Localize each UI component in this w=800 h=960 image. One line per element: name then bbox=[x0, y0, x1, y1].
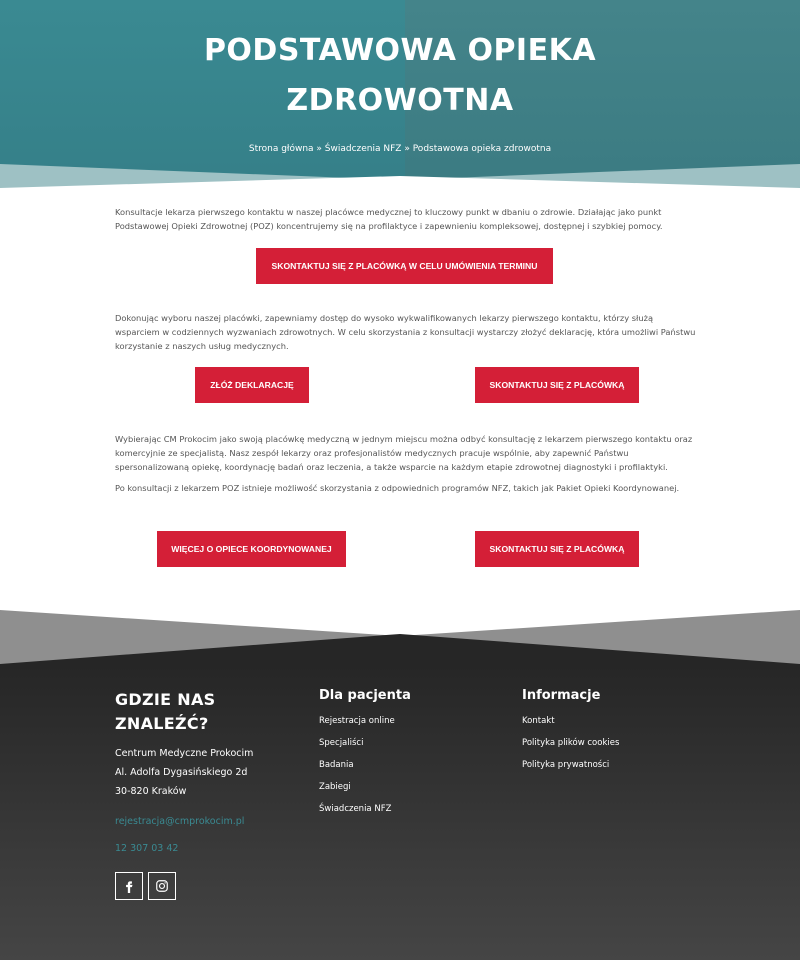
breadcrumb-separator: » bbox=[401, 144, 413, 154]
facebook-link[interactable] bbox=[115, 872, 143, 900]
nfz-paragraph: Po konsultacji z lekarzem POZ istnieje możliwość skorzystania z odpowiednich programów NFZ, takich jak Pakiet Opieki Koordynowanej. bbox=[115, 483, 680, 493]
contact-button-2[interactable]: SKONTAKTUJ SIĘ Z PLACÓWKĄ bbox=[475, 531, 639, 567]
breadcrumb-home[interactable]: Strona główna bbox=[248, 144, 314, 154]
breadcrumb-separator: » bbox=[313, 144, 325, 154]
footer-link-specialists[interactable]: Specjaliści bbox=[319, 738, 364, 748]
page-title bbox=[0, 26, 800, 126]
declaration-button[interactable]: ZŁÓŻ DEKLARACJĘ bbox=[195, 367, 309, 403]
breadcrumb-current: Podstawowa opieka zdrowotna bbox=[412, 144, 552, 154]
address-city: 30-820 Kraków bbox=[115, 786, 187, 797]
hero-banner bbox=[0, 0, 800, 192]
footer-link-tests[interactable]: Badania bbox=[319, 760, 354, 770]
footer-info-links bbox=[522, 716, 722, 770]
footer-location-heading bbox=[115, 688, 295, 736]
about-paragraph: Wybierając CM Prokocim jako swoją placówkę medyczną w jednym miejscu można odbyć konsultację z lekarzem pierwszego kontaktu oraz komercyjnie ze specjalistą. Nasz zespół lekarzy oraz profesjonalistów medycznych pracuje wspólnie, aby zapewnić Państwu spersonalizowaną opiekę, koordynację badań oraz leczenia, a także wsparcie na każdym etapie zdrowotnej diagnostyki i profilaktyki. bbox=[115, 434, 693, 472]
declaration-paragraph: Dokonując wyboru naszej placówki, zapewniamy dostęp do wysoko wykwalifikowanych lekarzy pierwszego kontaktu, którzy służą wsparciem w codziennych wyzwaniach zdrowotnych. W celu skorzystania z konsultacji wystarczy złożyć deklarację, która umożliwi Państwu korzystanie z naszych usług medycznych. bbox=[115, 313, 696, 351]
footer-link-privacy[interactable]: Polityka prywatności bbox=[522, 760, 610, 770]
footer-divider bbox=[0, 606, 800, 666]
footer-location-heading-line1: GDZIE NAS bbox=[115, 690, 216, 709]
footer-info-column bbox=[522, 688, 722, 782]
address-street: Al. Adolfa Dygasińskiego 2d bbox=[115, 767, 248, 778]
footer bbox=[0, 664, 800, 960]
address-name: Centrum Medyczne Prokocim bbox=[115, 748, 254, 759]
footer-link-registration[interactable]: Rejestracja online bbox=[319, 716, 395, 726]
footer-info-heading: Informacje bbox=[522, 688, 601, 703]
footer-link-nfz[interactable]: Świadczenia NFZ bbox=[319, 804, 392, 814]
page-title-line2: ZDROWOTNA bbox=[286, 83, 514, 118]
contact-button-1[interactable]: SKONTAKTUJ SIĘ Z PLACÓWKĄ bbox=[475, 367, 639, 403]
footer-link-cookies[interactable]: Polityka plików cookies bbox=[522, 738, 620, 748]
intro-paragraph: Konsultacje lekarza pierwszego kontaktu w naszej placówce medycznej to kluczowy punkt w dbaniu o zdrowie. Działając jako punkt Podstawowej Opieki Zdrowotnej (POZ) koncentrujemy się na profilaktyce i zapewnieniu kompleksowej, dostępnej i szybkiej pomocy. bbox=[115, 207, 663, 231]
coordinated-care-button[interactable]: WIĘCEJ O OPIECE KOORDYNOWANEJ bbox=[157, 531, 346, 567]
page-title-line1: PODSTAWOWA OPIEKA bbox=[203, 33, 597, 68]
breadcrumb bbox=[0, 144, 800, 154]
instagram-icon bbox=[155, 879, 169, 893]
footer-phone-link[interactable]: 12 307 03 42 bbox=[115, 843, 179, 854]
contact-appointment-button[interactable]: SKONTAKTUJ SIĘ Z PLACÓWKĄ W CELU UMÓWIENIA TERMINU bbox=[256, 248, 553, 284]
footer-location-column bbox=[115, 688, 295, 854]
breadcrumb-section[interactable]: Świadczenia NFZ bbox=[324, 144, 402, 154]
facebook-icon bbox=[122, 879, 136, 893]
instagram-link[interactable] bbox=[148, 872, 176, 900]
footer-link-procedures[interactable]: Zabiegi bbox=[319, 782, 351, 792]
footer-patient-links bbox=[319, 716, 499, 814]
hero-divider bbox=[0, 150, 800, 192]
footer-location-heading-line2: ZNALEŹĆ? bbox=[115, 714, 209, 733]
footer-address bbox=[115, 744, 295, 801]
footer-patient-heading: Dla pacjenta bbox=[319, 688, 411, 703]
footer-link-contact[interactable]: Kontakt bbox=[522, 716, 555, 726]
footer-patient-column bbox=[319, 688, 499, 826]
footer-email-link[interactable]: rejestracja@cmprokocim.pl bbox=[115, 816, 245, 827]
